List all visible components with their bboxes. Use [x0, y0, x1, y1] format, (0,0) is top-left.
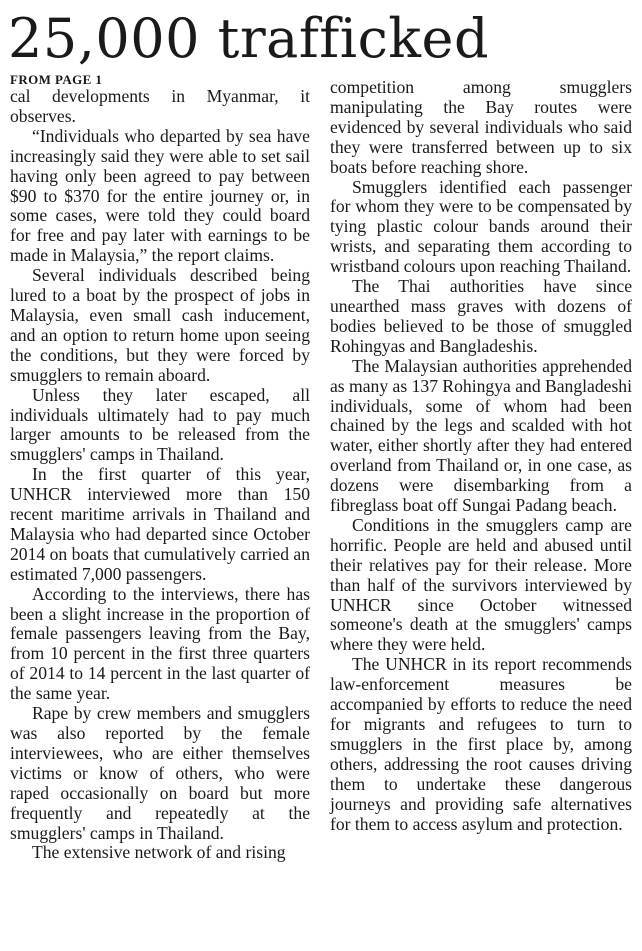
paragraph: Conditions in the smugglers camp are horrific. People are held and abused until their relatives pay for their release. More than half of the survivors interviewed by UNHCR since October witnessed someone's death at the smugglers' camps where they were held.	[330, 514, 632, 655]
paragraph: Smugglers identified each passenger for whom they were to be compensated by tying plastic colour bands around their wrists, and separating them according to wristband colours upon reaching Thailand.	[330, 176, 632, 277]
paragraph: Several individuals described being lured to a boat by the prospect of jobs in Malaysia, even small cash inducement, and an option to return home upon seeing the conditions, but they were forced by smugglers to remain aboard.	[10, 265, 310, 385]
paragraph: In the first quarter of this year, UNHCR interviewed more than 150 recent maritime arrivals in Thailand and Malaysia who had departed since October 2014 on boats that cumulatively carried an estimated 7,000 passengers.	[10, 464, 310, 584]
paragraph: “Individuals who departed by sea have increasingly said they were able to set sail having only been agreed to pay between $90 to $370 for the entire journey or, in some cases, were told they could board for free and pay later with earnings to be made in Malaysia,” the report claims.	[10, 125, 310, 266]
paragraph: The Thai authorities have since unearthed mass graves with dozens of bodies believed to be those of smuggled Rohingyas and Bangladeshis.	[330, 276, 632, 356]
paragraph: Unless they later escaped, all individuals ultimately had to pay much larger amounts to be released from the smugglers' camps in Thailand.	[10, 384, 310, 465]
headline: 25,000 trafficked	[8, 7, 490, 70]
article-column-right	[330, 78, 632, 834]
paragraph: competition among smugglers manipulating the Bay routes were evidenced by several individuals who said they were transferred between up to six boats before reaching shore.	[330, 77, 632, 177]
paragraph: Rape by crew members and smugglers was also reported by the female interviewees, who are either themselves victims or know of others, who were raped occasionally on board but more frequently and repeatedly at the smugglers' camps in Thailand.	[10, 703, 310, 843]
paragraph: The extensive network of and rising	[32, 842, 286, 863]
paragraph: cal developments in Myanmar, it observes.	[10, 86, 310, 126]
paragraph: The UNHCR in its report recommends law-enforcement measures be accompanied by efforts to reduce the need for migrants and refugees to turn to smugglers in the first place by, among others, addressing the root causes driving them to undertake these dangerous journeys and providing safe alternatives for them to access asylum and protection.	[330, 654, 632, 834]
paragraph: According to the interviews, there has been a slight increase in the proportion of female passengers leaving from the Bay, from 10 percent in the first three quarters of 2014 to 14 percent in the last quarter of the same year.	[10, 583, 310, 704]
article-column-left	[10, 87, 310, 863]
paragraph: The Malaysian authorities apprehended as many as 137 Rohingya and Bangladeshi individuals, some of whom had been chained by the legs and scalded with hot water, either shortly after they had entered overland from Thailand or, in one case, as dozens were disembarking from a fibreglass boat off Sungai Padang beach.	[330, 355, 632, 516]
kicker-from-page: FROM PAGE 1	[10, 72, 103, 87]
